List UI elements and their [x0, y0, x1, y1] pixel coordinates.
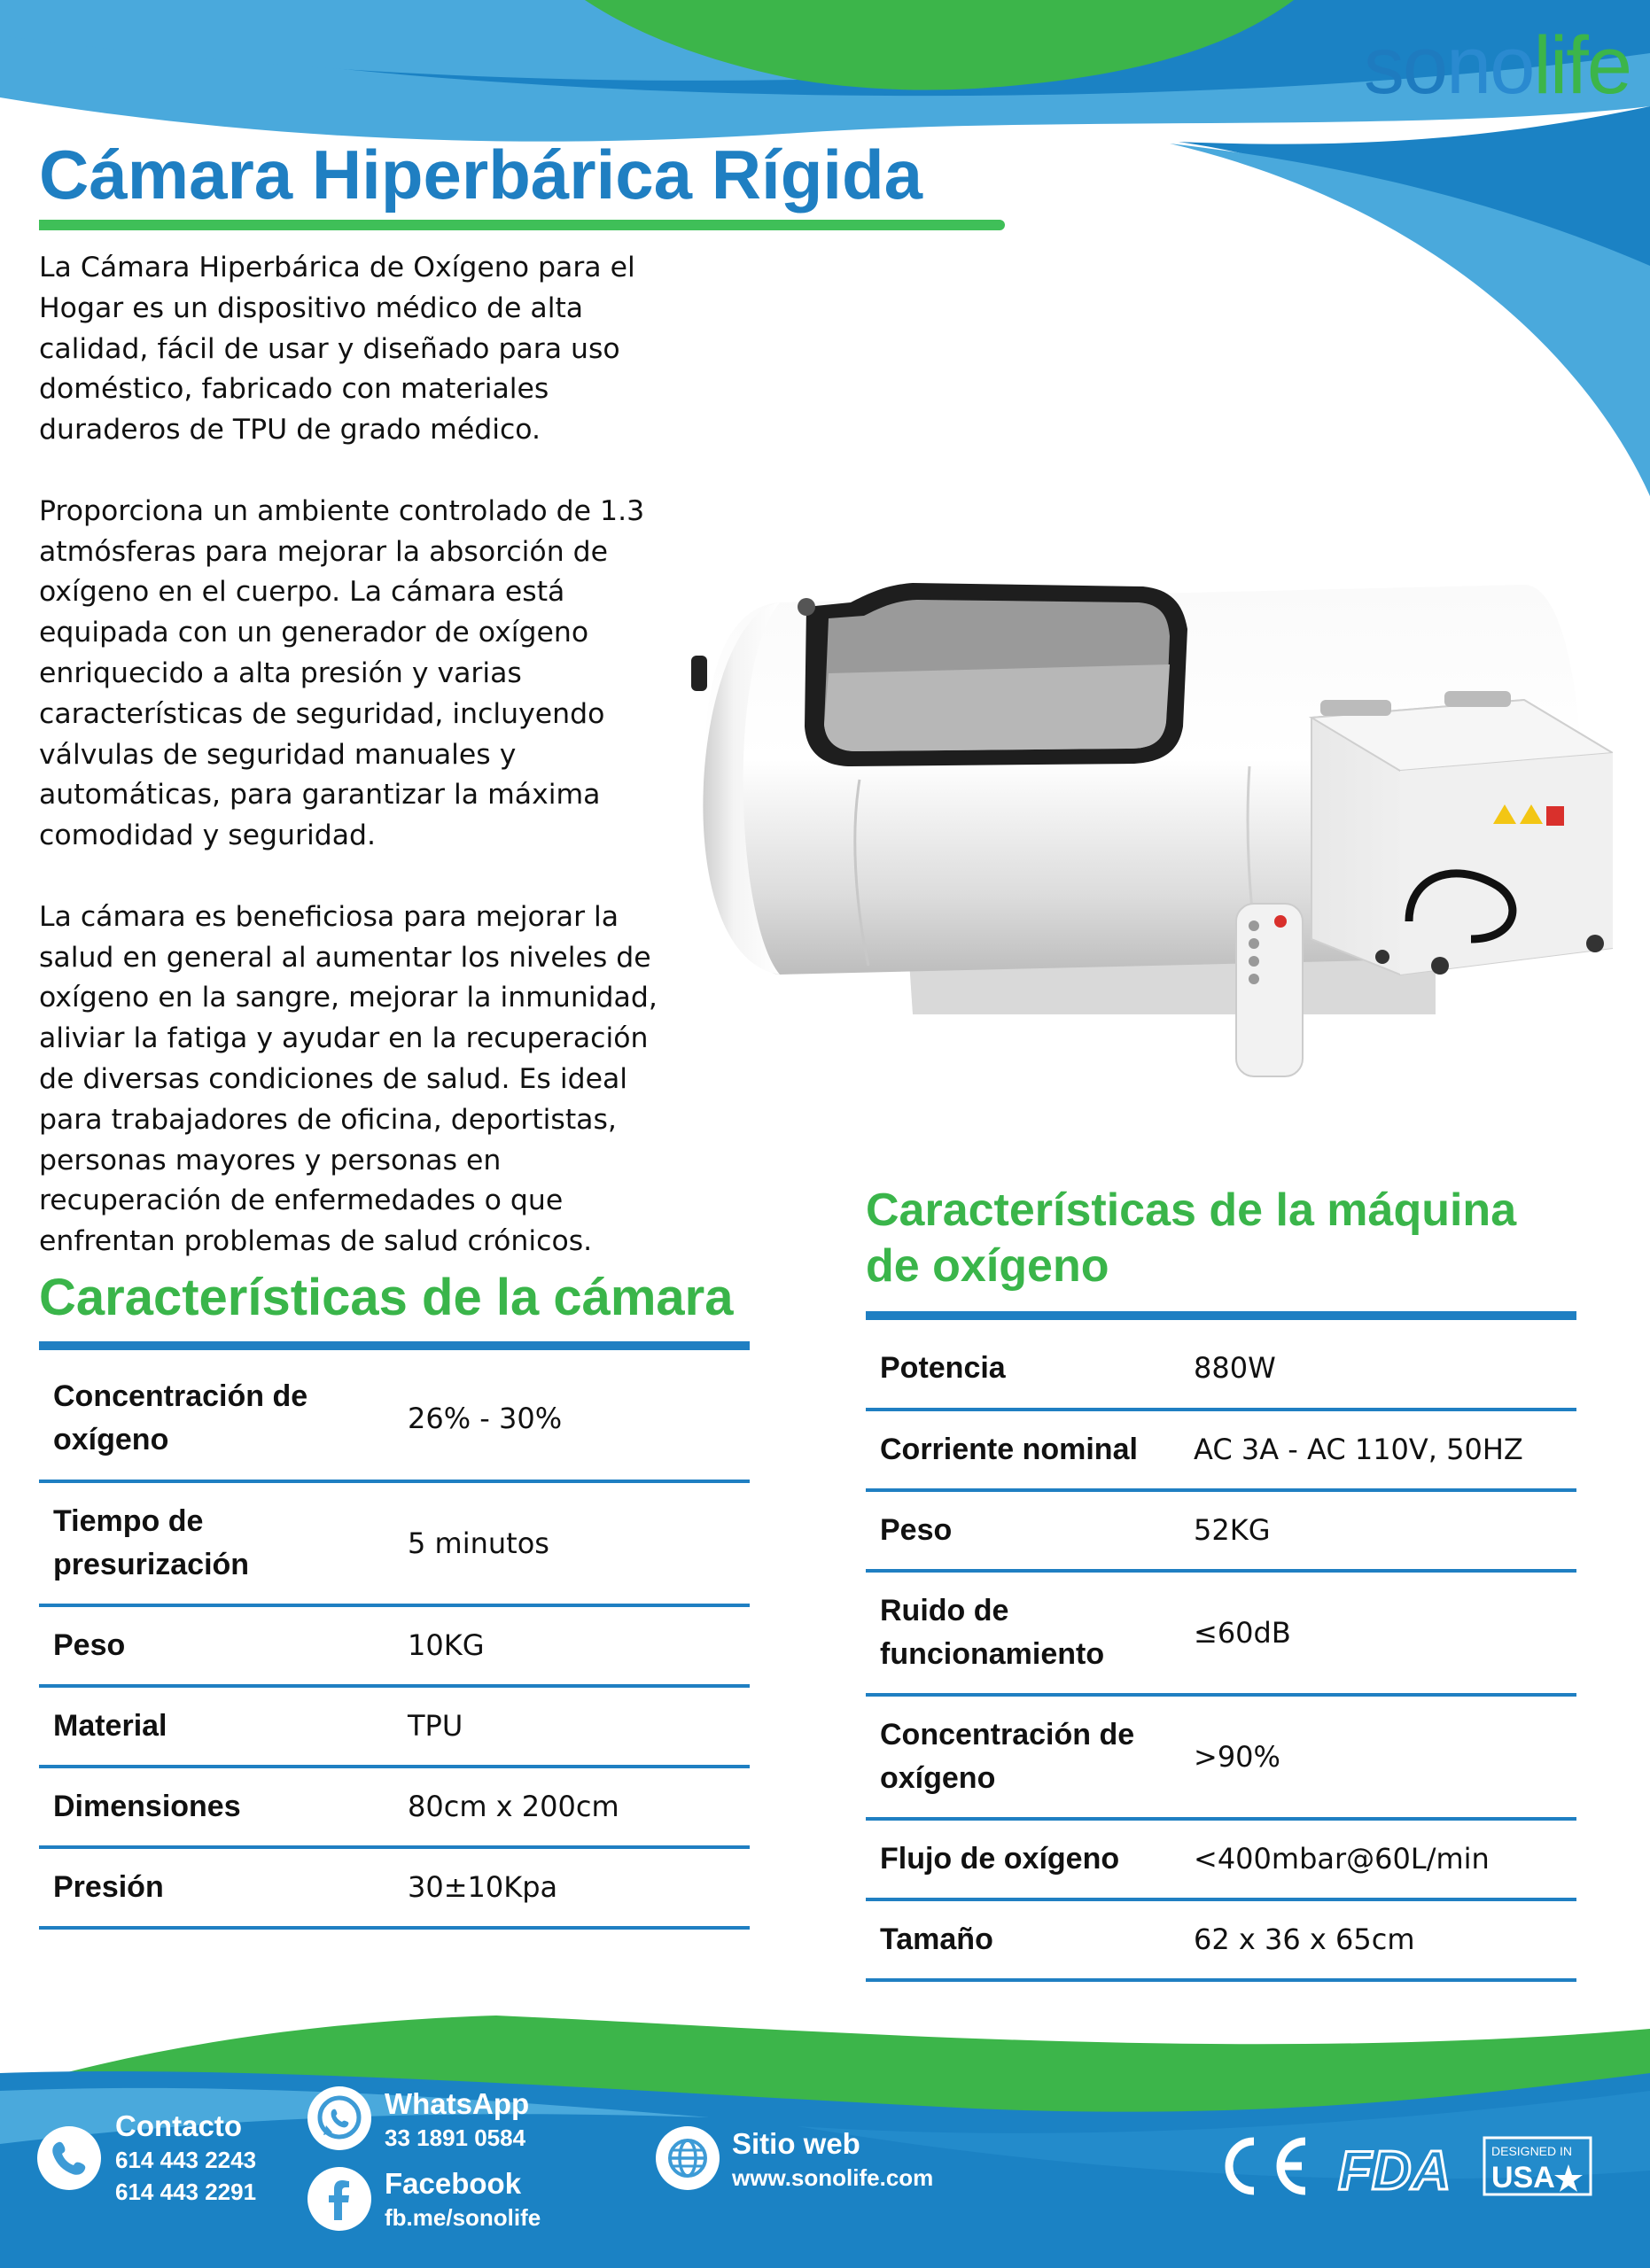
- intro-paragraph-3: La cámara es beneficiosa para mejorar la salud en general al aumentar los niveles de oxígeno en la sangre, mejorar la inmunidad, aliviar la fatiga y ayudar en la recuperación de diversas condiciones de salud. Es ideal para trabajadores de oficina, deportistas, personas mayores y personas en recuperación de enfermedades o que enfrentan problemas de salud crónicos.: [39, 900, 658, 1258]
- chamber-specs-table: [39, 1357, 750, 1930]
- spec-key: Dimensiones: [39, 1767, 393, 1847]
- chamber-section-bar: [39, 1341, 750, 1350]
- facebook-icon[interactable]: [307, 2167, 371, 2231]
- spec-value: ≤60dB: [1179, 1571, 1576, 1695]
- whatsapp-icon[interactable]: [307, 2086, 371, 2150]
- table-row: [39, 1481, 750, 1605]
- brand-part-1: so: [1363, 20, 1447, 111]
- designed-in-label: DESIGNED IN: [1491, 2144, 1573, 2158]
- spec-value: 5 minutos: [393, 1481, 750, 1605]
- usa-label: USA: [1491, 2161, 1555, 2194]
- spec-key: Tamaño: [866, 1899, 1179, 1980]
- table-row: [39, 1767, 750, 1847]
- table-row: [866, 1490, 1576, 1571]
- whatsapp-number[interactable]: 33 1891 0584: [385, 2124, 526, 2151]
- contact-block[interactable]: [115, 2109, 256, 2208]
- contact-phone-1[interactable]: 614 443 2243: [115, 2147, 257, 2173]
- table-row: [39, 1847, 750, 1928]
- intro-paragraph-2: Proporciona un ambiente controlado de 1.3 atmósferas para mejorar la absorción de oxígeno en el cuerpo. La cámara está equipada con un generador de oxígeno enriquecido a alta presión y varias características de seguridad, incluyendo válvulas de seguridad manuales y automáticas, para garantizar la máxima comodidad y seguridad.: [39, 494, 645, 852]
- spec-value: 30±10Kpa: [393, 1847, 750, 1928]
- ce-mark-icon: [1229, 2141, 1305, 2191]
- chamber-section-title: Características de la cámara: [39, 1269, 734, 1326]
- star-icon: [1554, 2164, 1583, 2192]
- website-label: Sitio web: [732, 2127, 860, 2160]
- spec-key: Potencia: [866, 1329, 1179, 1410]
- spec-value: 52KG: [1179, 1490, 1576, 1571]
- spec-key: Concentración de oxígeno: [866, 1695, 1179, 1819]
- spec-value: 80cm x 200cm: [393, 1767, 750, 1847]
- hyperbaric-chamber-image: [673, 567, 1613, 1116]
- spec-value: 26% - 30%: [393, 1357, 750, 1481]
- facebook-block[interactable]: [385, 2166, 541, 2233]
- title-underline: [39, 220, 1005, 230]
- machine-section-title: Características de la máquina de oxígeno: [866, 1184, 1517, 1293]
- spec-key: Peso: [866, 1490, 1179, 1571]
- spec-value: TPU: [393, 1686, 750, 1767]
- intro-paragraph-1: La Cámara Hiperbárica de Oxígeno para el Hogar es un dispositivo médico de alta calidad, fácil de usar y diseñado para uso doméstico, fabricado con materiales duraderos de TPU de grado médico.: [39, 252, 635, 447]
- spec-value: 10KG: [393, 1605, 750, 1686]
- brand-logo: [1363, 20, 1631, 111]
- page-title: Cámara Hiperbárica Rígida: [39, 136, 923, 214]
- spec-key: Peso: [39, 1605, 393, 1686]
- facebook-link[interactable]: fb.me/sonolife: [385, 2204, 541, 2231]
- table-row: [866, 1899, 1576, 1980]
- spec-key: Presión: [39, 1847, 393, 1928]
- spec-value: <400mbar@60L/min: [1179, 1819, 1576, 1899]
- table-row: [39, 1605, 750, 1686]
- spec-key: Material: [39, 1686, 393, 1767]
- facebook-label: Facebook: [385, 2167, 522, 2200]
- spec-value: AC 3A - AC 110V, 50HZ: [1179, 1410, 1576, 1490]
- table-row: [866, 1695, 1576, 1819]
- spec-key: Concentración de oxígeno: [39, 1357, 393, 1481]
- brand-part-2: no: [1446, 20, 1534, 111]
- spec-value: >90%: [1179, 1695, 1576, 1819]
- spec-value: 62 x 36 x 65cm: [1179, 1899, 1576, 1980]
- spec-key: Tiempo de presurización: [39, 1481, 393, 1605]
- fda-logo: FDA: [1338, 2140, 1452, 2202]
- spec-key: Corriente nominal: [866, 1410, 1179, 1490]
- machine-section-bar: [866, 1311, 1576, 1320]
- globe-icon[interactable]: [656, 2126, 720, 2190]
- spec-value: 880W: [1179, 1329, 1576, 1410]
- table-row: [866, 1410, 1576, 1490]
- table-row: [866, 1329, 1576, 1410]
- table-row: [866, 1819, 1576, 1899]
- brand-part-3: life: [1533, 20, 1631, 111]
- website-block[interactable]: [732, 2126, 933, 2194]
- whatsapp-block[interactable]: [385, 2086, 529, 2154]
- spec-key: Flujo de oxígeno: [866, 1819, 1179, 1899]
- table-row: [39, 1686, 750, 1767]
- certification-logos: [1210, 2131, 1608, 2202]
- website-link[interactable]: www.sonolife.com: [732, 2164, 934, 2191]
- table-row: [39, 1357, 750, 1481]
- spec-key: Ruido de funcionamiento: [866, 1571, 1179, 1695]
- intro-text: [39, 248, 677, 1262]
- contact-label: Contacto: [115, 2109, 242, 2142]
- machine-specs-table: [866, 1329, 1576, 1982]
- whatsapp-label: WhatsApp: [385, 2087, 530, 2120]
- table-row: [866, 1571, 1576, 1695]
- phone-icon[interactable]: [37, 2126, 101, 2190]
- contact-phone-2[interactable]: 614 443 2291: [115, 2179, 257, 2205]
